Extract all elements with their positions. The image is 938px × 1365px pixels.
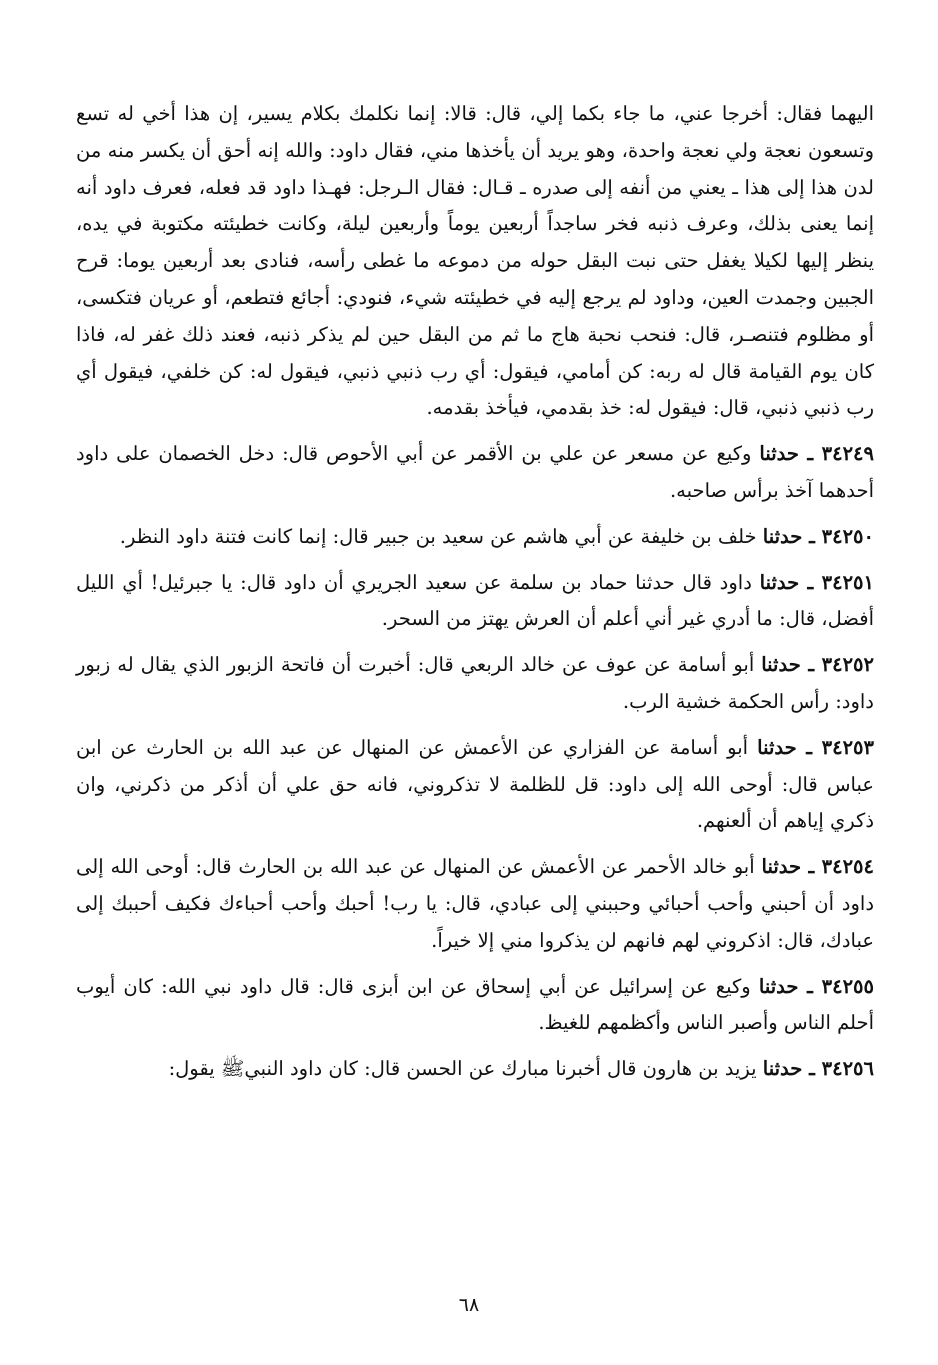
hadith-entry (76, 849, 874, 959)
hadith-number: ٣٤٢٥٣ (821, 735, 875, 759)
hadith-number: ٣٤٢٥١ (821, 570, 874, 594)
hadith-text: يزيد بن هارون قال أخبرنا مبارك عن الحسن قال: كان داود النبيﷺ يقول: (168, 1057, 757, 1081)
hadith-number: ٣٤٢٥٤ (821, 855, 874, 879)
haddathana-word: حدثنا (761, 855, 802, 879)
haddathana-word: حدثنا (758, 974, 799, 998)
page-body (76, 96, 874, 1090)
hadith-entry (76, 436, 874, 510)
hadith-text: وكيع عن مسعر عن علي بن الأقمر عن أبي الأحوص قال: دخل الخصمان على داود أحدهما آخذ برأس صاحبه. (76, 442, 874, 502)
haddathana-word: حدثنا (761, 653, 801, 677)
hadith-entry (76, 1051, 874, 1088)
hadith-dash: ـ (802, 524, 822, 548)
hadith-text: أبو خالد الأحمر عن الأعمش عن المنهال عن عبد الله بن الحارث قال: أوحى الله إلى داود أن أحبني وأحب أحبائي وحببني إلى عبادي، قال: يا رب! أحبك وأحب أحباءك فكيف أحببك إلى عبادك، قال: اذكروني لهم فانهم لن يذكروا مني إلا خيراً. (76, 855, 874, 952)
page-number: ٦٨ (458, 1294, 480, 1316)
haddathana-word: حدثنا (759, 442, 799, 466)
hadith-text: أبو أسامة عن الفزاري عن الأعمش عن المنهال عن عبد الله بن الحارث عن ابن عباس قال: أوحى الله إلى داود: قل للظلمة لا تذكروني، فانه حق علي أن أذكر من ذكرني، وان ذكري إياهم أن ألعنهم. (76, 735, 874, 833)
hadith-entry (76, 519, 874, 556)
hadith-list (76, 436, 874, 1088)
hadith-number: ٣٤٢٥٦ (821, 1057, 874, 1081)
hadith-number: ٣٤٢٤٩ (821, 442, 875, 466)
lead-paragraph: اليهما فقال: أخرجا عني، ما جاء بكما إلي، قال: قالا: إنما نكلمك بكلام يسير، إن هذا أخي له تسع وتسعون نعجة ولي نعجة واحدة، وهو يريد أن يأخذها مني، فقال داود: والله إنه أحق أن يكسر منه من لدن هذا إلى هذا ـ يعني من أنفه إلى صدره ـ قـال: فقال الـرجل: فهـذا داود قد فعله، فعرف داود أنه إنما يعنى بذلك، وعرف ذنبه فخر ساجداً أربعين يوماً وأربعين ليلة، وكانت خطيئته مكتوبة في يده، ينظر إليها لكيلا يغفل حتى نبت البقل حوله من دموعه ما غطى رأسه، فنادى بعد أربعين يوما: قرح الجبين وجمدت العين، وداود لم يرجع إليه في خطيئته شيء، فنودي: أجائع فتطعم، أو عريان فتكسى، أو مظلوم فتنصـر، قال: فنحب نحبة هاج ما ثم من البقل حين لم يذكر ذنبه، فعند ذلك غفر له، فاذا كان يوم القيامة قال له ربه: كن أمامي، فيقول: أي رب ذنبي ذنبي، فيقول له: كن خلفي، فيقول أي رب ذنبي ذنبي، قال: فيقول له: خذ بقدمي، فيأخذ بقدمه. (76, 102, 874, 420)
hadith-dash: ـ (801, 855, 822, 879)
haddathana-word: حدثنا (762, 1057, 803, 1081)
hadith-entry (76, 647, 874, 721)
hadith-entry (76, 969, 874, 1043)
hadith-entry (76, 730, 874, 840)
haddathana-word: حدثنا (762, 524, 803, 548)
hadith-entry (76, 565, 874, 639)
hadith-dash: ـ (800, 653, 822, 677)
hadith-dash: ـ (799, 570, 822, 594)
hadith-dash: ـ (796, 735, 822, 759)
hadith-number: ٣٤٢٥٠ (821, 524, 874, 548)
hadith-number: ٣٤٢٥٢ (821, 653, 874, 677)
haddathana-word: حدثنا (757, 735, 797, 759)
haddathana-word: حدثنا (759, 570, 800, 594)
hadith-text: وكيع عن إسرائيل عن أبي إسحاق عن ابن أبزى قال: قال داود نبي الله: كان أيوب أحلم الناس وأصبر الناس وأكظمهم للغيظ. (76, 974, 874, 1035)
hadith-dash: ـ (802, 1057, 822, 1081)
hadith-text: داود قال حدثنا حماد بن سلمة عن سعيد الجريري أن داود قال: يا جبرئيل! أي الليل أفضل، قال: ما أدري غير أني أعلم أن العرش يهتز من السحر. (76, 570, 874, 631)
hadith-number: ٣٤٢٥٥ (821, 974, 875, 998)
hadith-dash: ـ (798, 442, 822, 466)
hadith-text: خلف بن خليفة عن أبي هاشم عن سعيد بن جبير قال: إنما كانت فتنة داود النظر. (119, 524, 757, 548)
hadith-text: أبو أسامة عن عوف عن خالد الربعي قال: أخبرت أن فاتحة الزبور الذي يقال له زبور داود: رأس الحكمة خشية الرب. (76, 653, 874, 713)
hadith-dash: ـ (798, 974, 822, 998)
